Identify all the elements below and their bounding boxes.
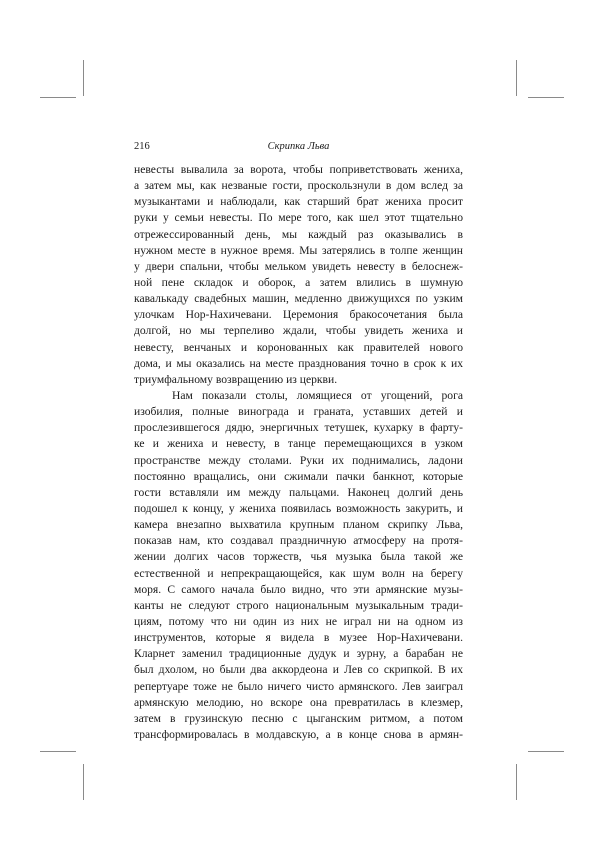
text-line: дома, и мы оказались на месте празднования точно в срок к их: [134, 356, 463, 370]
crop-mark-top-left-horizontal: [40, 97, 76, 98]
crop-mark-top-left-vertical: [83, 60, 84, 96]
crop-mark-bottom-right-vertical: [516, 764, 517, 800]
text-line: постоянно вращались, они сжимали пачки банкнот, которые: [134, 469, 463, 483]
text-line: триумфальному возвращению из церкви.: [134, 372, 338, 386]
running-title: Скрипка Льва: [267, 141, 330, 152]
page-number: 216: [134, 141, 150, 152]
text-line: инструментов, которые я видела в музее Нор-Нахичевани.: [134, 631, 463, 645]
text-line: руки у семьи невесты. По мере того, как шел этот тщательно: [134, 211, 463, 225]
paragraph-2: [134, 388, 463, 743]
text-line: Кларнет заменил традиционные дудук и зурну, а барабан не: [134, 647, 463, 661]
paragraph-1: [134, 162, 463, 388]
text-line: изобилия, полные винограда и граната, уставших детей и: [134, 405, 463, 419]
text-line: репертуаре тоже не было ничего чисто армянского. Лев заиграл: [134, 679, 463, 693]
text-line: а затем мы, как незваные гости, проскользнули в дом вслед за: [134, 179, 463, 193]
text-line: гости вставляли им между пальцами. Наконец долгий день: [134, 485, 463, 499]
text-line: жении долгих часов торжеств, чья музыка была такой же: [134, 550, 463, 564]
crop-mark-top-right-vertical: [516, 60, 517, 96]
text-line: ке и жениха и невесту, в танце перемещающихся в узком: [134, 437, 463, 451]
running-header: [134, 140, 463, 156]
text-line: пространстве между столами. Руки их поднимались, ладони: [134, 453, 463, 467]
crop-mark-bottom-right-horizontal: [528, 751, 564, 752]
text-line: музыкантами и наблюдали, как старший брат жениха просит: [134, 195, 463, 209]
text-line: Нам показали столы, ломящиеся от угощений, рога: [172, 388, 463, 402]
text-line: невесту, венчаных и коронованных как правителей нового: [134, 340, 463, 354]
text-line: затем в грузинскую песню с цыганским ритмом, а потом: [134, 711, 463, 725]
text-line: показав нам, кто создавал праздничную атмосферу на протя-: [134, 534, 463, 548]
text-line: был дхолом, но были два аккордеона и Лев со скрипкой. В их: [134, 663, 463, 677]
text-line: армянскую мелодию, но вскоре она превратилась в клезмер,: [134, 695, 463, 709]
text-line: отрежессированный день, мы каждый раз оказывались в: [134, 227, 463, 241]
text-line: улочкам Нор-Нахичевани. Церемония бракосочетания была: [134, 308, 463, 322]
crop-mark-bottom-left-vertical: [83, 764, 84, 800]
text-line: нужном месте в нужное время. Мы затерялись в толпе женщин: [134, 243, 463, 257]
text-line: трансформировалась в молдавскую, а в конце снова в армян-: [134, 727, 463, 741]
text-line: подошел к концу, у жениха появилась возможность закурить, и: [134, 501, 463, 515]
crop-mark-top-right-horizontal: [528, 97, 564, 98]
body-text: [134, 162, 463, 743]
crop-mark-bottom-left-horizontal: [40, 751, 76, 752]
text-line: естественной и непрекращающейся, как шум волн на берегу: [134, 566, 463, 580]
text-line: циям, потому что ни один из них не играл ни на одном из: [134, 614, 463, 628]
text-line: у двери спальни, чтобы мельком увидеть невесту в белоснеж-: [134, 259, 463, 273]
text-line: невесты вывалила за ворота, чтобы поприветствовать жениха,: [134, 163, 463, 176]
text-line: моря. С самого начала было видно, что эти армянские музы-: [134, 582, 463, 596]
text-line: кавалькаду свадебных машин, медленно движущихся по узким: [134, 292, 463, 306]
text-line: камера внезапно выхватила крупным планом скрипку Льва,: [134, 518, 463, 532]
text-line: ной пене складок и оборок, а затем влились в шумную: [134, 275, 463, 289]
text-line: долгой, но мы терпеливо ждали, чтобы увидеть жениха и: [134, 324, 463, 338]
text-line: прослезившегося дядю, энергичных тетушек, кухарку в фарту-: [134, 421, 463, 435]
text-line: канты не следуют строго национальным музыкальным тради-: [134, 598, 463, 612]
